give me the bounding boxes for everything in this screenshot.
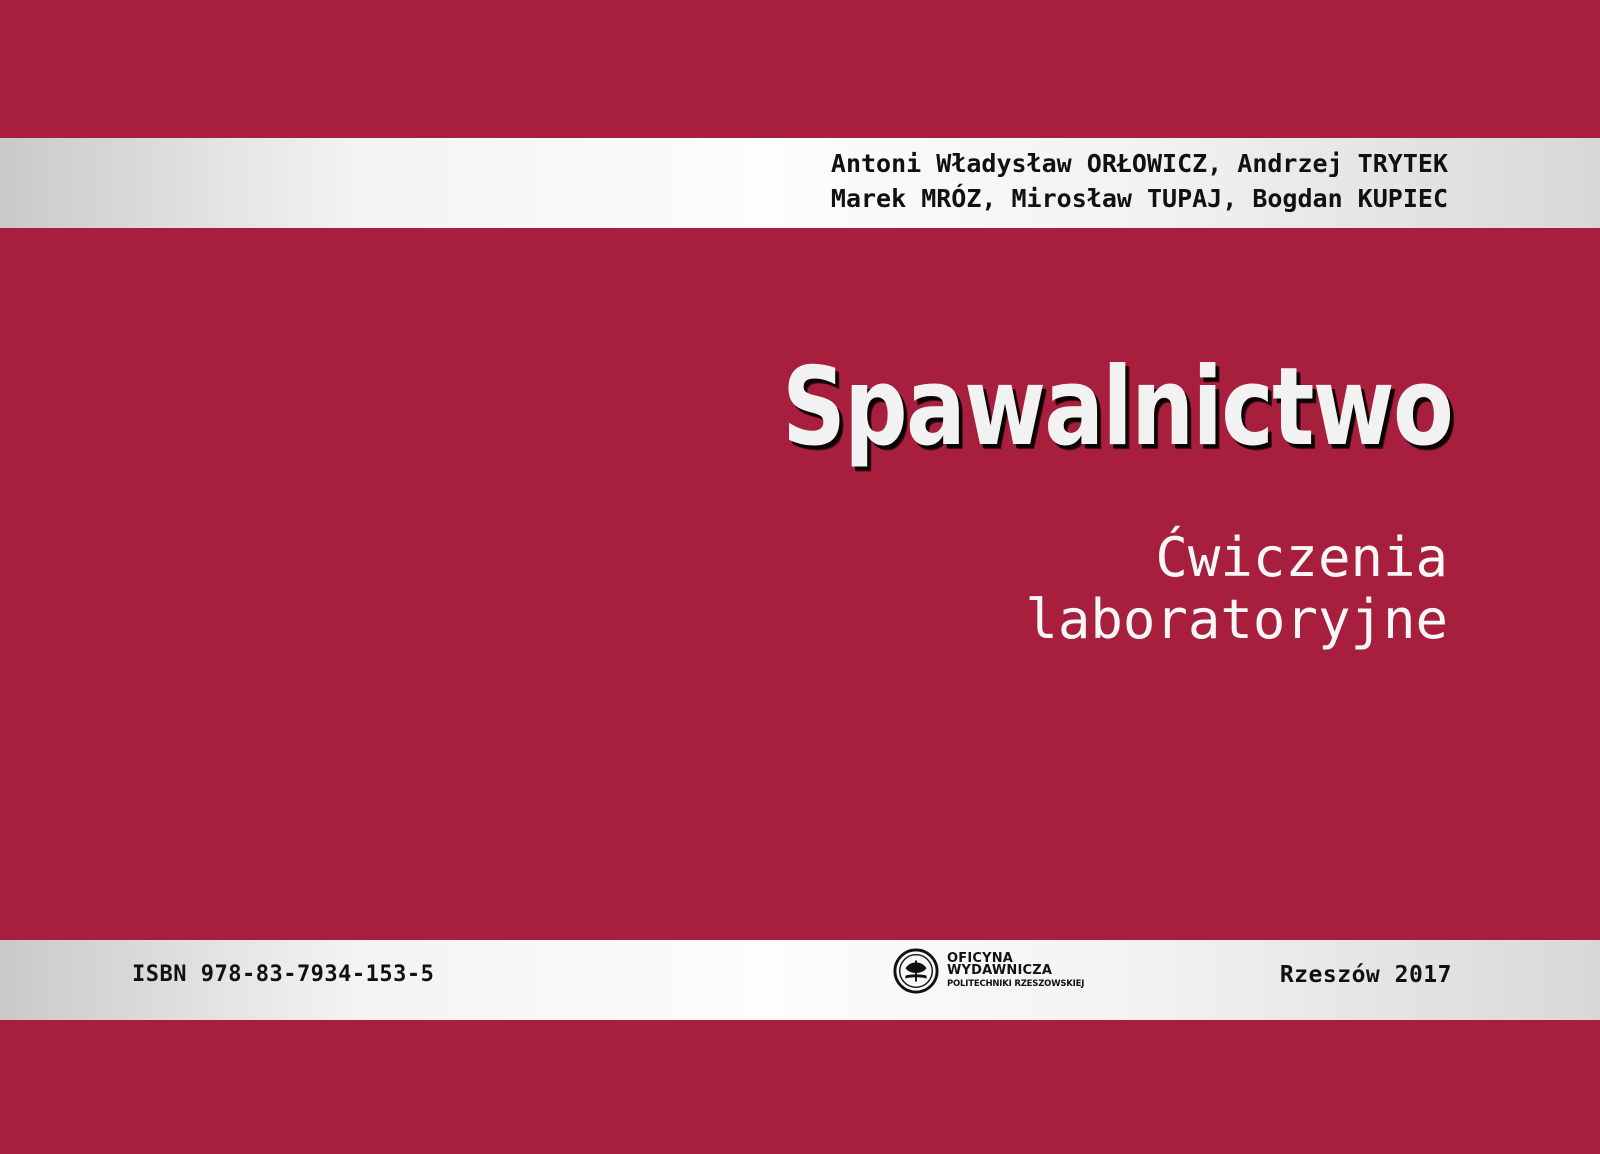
publisher-line-3: POLITECHNIKI RZESZOWSKIEJ (947, 978, 1085, 989)
place-year-text: Rzeszów 2017 (1279, 962, 1452, 988)
publisher-line-2: WYDAWNICZA (947, 962, 1053, 978)
authors-block (831, 146, 1448, 216)
book-subtitle (1025, 526, 1448, 654)
title-container (635, 345, 1452, 470)
author-line-2: Marek MRÓZ, Mirosław TUPAJ, Bogdan KUPIEC (830, 184, 1448, 213)
author-line-1: Antoni Władysław ORŁOWICZ, Andrzej TRYTEK (830, 149, 1448, 178)
subtitle-line-2: laboratoryjne (1025, 588, 1448, 651)
book-emblem-icon (893, 948, 939, 994)
publisher-name (947, 950, 1085, 990)
publisher-line-1: OFICYNA (947, 950, 1014, 966)
subtitle-line-1: Ćwiczenia (1155, 526, 1448, 589)
isbn-text: ISBN 978-83-7934-153-5 (132, 962, 435, 987)
book-title: Spawalnictwo (781, 345, 1452, 470)
publisher-block (893, 948, 1084, 994)
